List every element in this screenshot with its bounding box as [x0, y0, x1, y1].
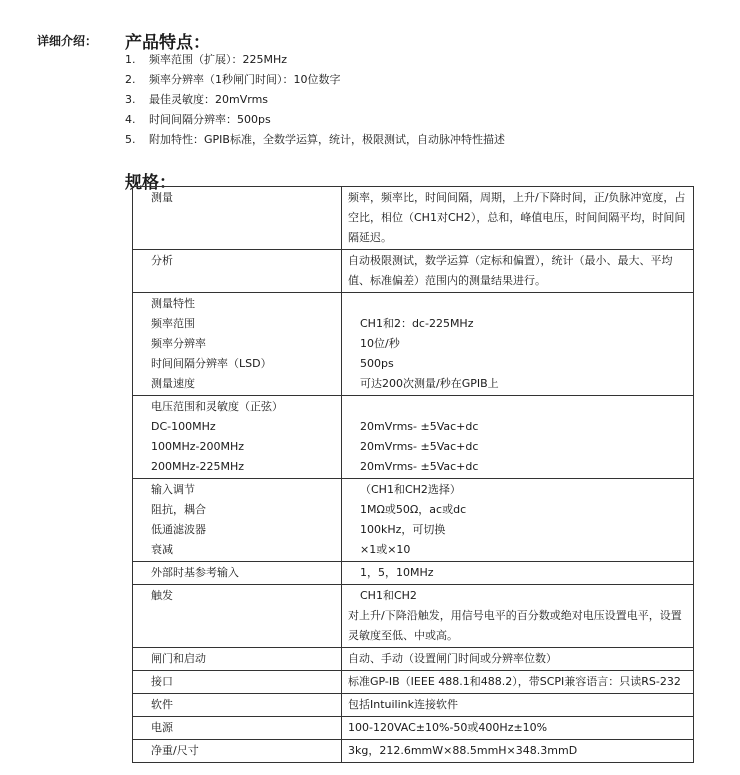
feature-text: 最佳灵敏度：20mVrms: [149, 93, 269, 106]
spec-row-interface: [133, 671, 694, 694]
spec-value: 对上升/下降沿触发，用信号电平的百分数或绝对电压设置电平，设置灵敏度至低、中或高。: [348, 609, 682, 642]
spec-label: 200MHz-225MHz: [151, 460, 245, 473]
spec-heading: 规格：: [125, 173, 176, 193]
spec-row-gate-arming: [133, 648, 694, 671]
spec-label: 外部时基参考输入: [151, 566, 239, 579]
spec-value: 20mVrms- ±5Vac+dc: [360, 420, 479, 433]
spec-value-cell: [342, 396, 694, 479]
spec-value: 100-120VAC±10%-50或400Hz±10%: [348, 721, 548, 734]
spec-value-cell: [342, 250, 694, 293]
spec-label: 输入调节: [151, 483, 195, 496]
spec-row-voltage-sensitivity: [133, 396, 694, 479]
spec-value: CH1和2：dc-225MHz: [360, 317, 474, 330]
feature-item: [125, 70, 505, 90]
feature-number: 5.: [125, 133, 136, 146]
spec-value: 1MΩ或50Ω，ac或dc: [360, 503, 467, 516]
spec-row-weight-size: [133, 740, 694, 763]
spec-label: 频率范围: [151, 317, 195, 330]
spec-row-measurement-characteristics: [133, 293, 694, 396]
spec-value: 100kHz，可切换: [360, 523, 446, 536]
spec-value: 包括Intuilink连接软件: [348, 698, 459, 711]
feature-item: [125, 50, 505, 70]
spec-value: 频率，频率比，时间间隔，周期，上升/下降时间，正/负脉冲宽度，占空比，相位（CH1对CH2），总和，峰值电压，时间间隔平均，时间间隔延迟。: [348, 191, 686, 244]
feature-item: [125, 110, 505, 130]
spec-label: 低通滤波器: [151, 523, 206, 536]
spec-value: 20mVrms- ±5Vac+dc: [360, 440, 479, 453]
spec-label: 电源: [151, 721, 173, 734]
spec-value: 10位/秒: [360, 337, 400, 350]
spec-label-cell: [133, 717, 342, 740]
spec-label: 分析: [151, 254, 173, 267]
feature-number: 1.: [125, 53, 136, 66]
feature-number: 3.: [125, 93, 136, 106]
spec-value-cell: [342, 717, 694, 740]
spec-label-cell: [133, 293, 342, 396]
spec-label-cell: [133, 562, 342, 585]
features-heading: 产品特点：: [125, 33, 210, 53]
spec-value-cell: [342, 562, 694, 585]
spec-value: 可达200次测量/秒在GPIB上: [360, 377, 499, 390]
feature-text: 频率范围（扩展）：225MHz: [149, 53, 288, 66]
spec-label: 时间间隔分辨率（LSD）: [151, 357, 272, 370]
spec-label: DC-100MHz: [151, 420, 216, 433]
spec-value: 自动极限测试，数学运算（定标和偏置），统计（最小、最大、平均值、标准偏差）范围内的测量结果进行。: [348, 254, 673, 287]
spec-table: [132, 186, 694, 763]
spec-label: 软件: [151, 698, 173, 711]
feature-item: [125, 90, 505, 110]
spec-label: 电压范围和灵敏度（正弦）: [151, 400, 283, 413]
spec-label: 闸门和启动: [151, 652, 206, 665]
spec-label: 阻抗，耦合: [151, 503, 206, 516]
spec-label-cell: [133, 396, 342, 479]
spec-value: 自动、手动（设置闸门时间或分辨率位数）: [348, 652, 557, 665]
spec-value-cell: [342, 187, 694, 250]
spec-label-cell: [133, 187, 342, 250]
spec-value-cell: [342, 585, 694, 648]
feature-text: 附加特性：GPIB标准，全数学运算，统计，极限测试，自动脉冲特性描述: [149, 133, 505, 146]
spec-label-cell: [133, 740, 342, 763]
spec-value: 1，5，10MHz: [360, 566, 434, 579]
spec-label: 测量特性: [151, 297, 195, 310]
spec-label: 衰减: [151, 543, 173, 556]
spec-row-trigger: [133, 585, 694, 648]
spec-value: [348, 294, 687, 314]
spec-label: 净重/尺寸: [151, 744, 199, 757]
spec-value: 3kg，212.6mmW×88.5mmH×348.3mmD: [348, 744, 578, 757]
spec-value: 20mVrms- ±5Vac+dc: [360, 460, 479, 473]
spec-row-measurement: [133, 187, 694, 250]
spec-row-power: [133, 717, 694, 740]
spec-value-cell: [342, 740, 694, 763]
spec-value: CH1和CH2: [360, 589, 417, 602]
spec-label-cell: [133, 694, 342, 717]
feature-number: 2.: [125, 73, 136, 86]
spec-label: 100MHz-200MHz: [151, 440, 245, 453]
spec-label: 接口: [151, 675, 173, 688]
spec-label: 频率分辨率: [151, 337, 206, 350]
spec-row-software: [133, 694, 694, 717]
spec-label: 触发: [151, 589, 173, 602]
spec-row-input-conditioning: [133, 479, 694, 562]
spec-label-cell: [133, 671, 342, 694]
spec-label: 测量速度: [151, 377, 195, 390]
spec-value: ×1或×10: [360, 543, 411, 556]
spec-label: 测量: [151, 191, 173, 204]
spec-value-cell: [342, 479, 694, 562]
feature-text: 频率分辨率（1秒闸门时间）：10位数字: [149, 73, 341, 86]
detail-label: 详细介绍：: [37, 34, 98, 48]
spec-label-cell: [133, 585, 342, 648]
spec-value: 500ps: [360, 357, 394, 370]
spec-label-cell: [133, 479, 342, 562]
spec-row-analysis: [133, 250, 694, 293]
spec-row-external-reference: [133, 562, 694, 585]
spec-value-cell: [342, 694, 694, 717]
feature-number: 4.: [125, 113, 136, 126]
spec-value: [348, 397, 687, 417]
feature-item: [125, 130, 505, 150]
feature-text: 时间间隔分辨率：500ps: [149, 113, 271, 126]
spec-value-cell: [342, 293, 694, 396]
spec-label-cell: [133, 648, 342, 671]
spec-value: 标准GP-IB（IEEE 488.1和488.2），带SCPI兼容语言：只读RS-232: [348, 675, 681, 688]
spec-value: （CH1和CH2选择）: [360, 483, 461, 496]
spec-label-cell: [133, 250, 342, 293]
spec-value-cell: [342, 648, 694, 671]
spec-value-cell: [342, 671, 694, 694]
features-list: [125, 50, 505, 150]
